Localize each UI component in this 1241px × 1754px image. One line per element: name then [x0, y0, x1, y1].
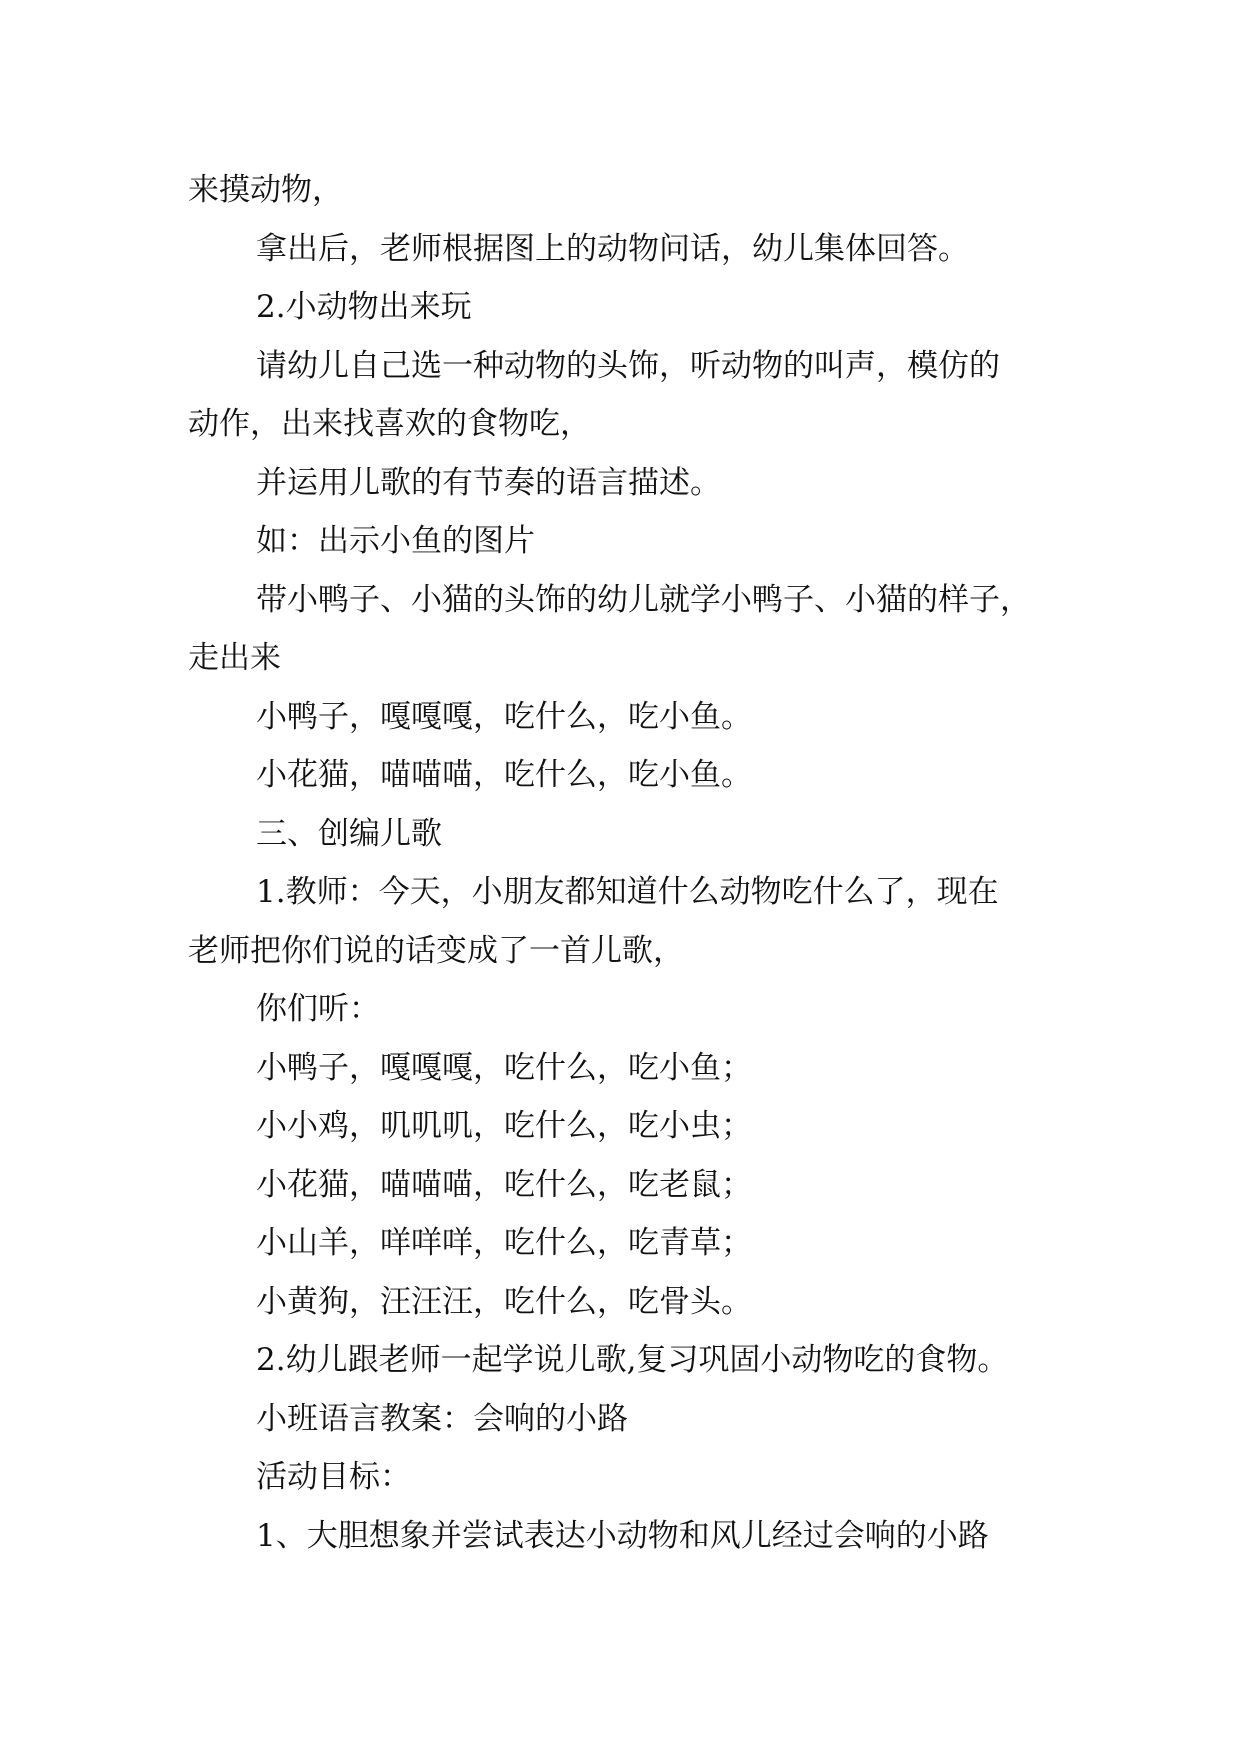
lesson-title: 小班语言教案：会响的小路 — [256, 1400, 628, 1437]
text-line: 带小鸭子、小猫的头饰的幼儿就学小鸭子、小猫的样子， — [256, 581, 1031, 618]
text-line: 拿出后，老师根据图上的动物问话，幼儿集体回答。 — [256, 230, 969, 267]
text-line: 你们听： — [256, 991, 380, 1027]
text-line: 走出来 — [188, 640, 281, 676]
text-line: 并运用儿歌的有节奏的语言描述。 — [256, 464, 721, 501]
text-line: 动作，出来找喜欢的食物吃， — [188, 406, 591, 442]
rhyme-line: 小黄狗，汪汪汪，吃什么，吃骨头。 — [256, 1283, 752, 1320]
text-line: 请幼儿自己选一种动物的头饰，听动物的叫声，模仿的 — [256, 347, 1000, 384]
section-heading: 活动目标： — [256, 1459, 411, 1495]
text-line: 1、大胆想象并尝试表达小动物和风儿经过会响的小路 — [256, 1517, 989, 1554]
text-line: 如：出示小鱼的图片 — [256, 523, 535, 559]
text-line: 老师把你们说的话变成了一首儿歌， — [188, 932, 684, 969]
text-line: 小花猫，喵喵喵，吃什么，吃小鱼。 — [256, 757, 752, 793]
section-heading: 三、创编儿歌 — [256, 815, 442, 852]
text-line: 2.小动物出来玩 — [256, 289, 472, 325]
rhyme-line: 小鸭子，嘎嘎嘎，吃什么，吃小鱼； — [256, 1049, 752, 1086]
text-line: 2.幼儿跟老师一起学说儿歌,复习巩固小动物吃的食物。 — [256, 1342, 1009, 1378]
text-line: 来摸动物， — [188, 172, 343, 208]
rhyme-line: 小花猫，喵喵喵，吃什么，吃老鼠； — [256, 1166, 752, 1203]
rhyme-line: 小小鸡，叽叽叽，吃什么，吃小虫； — [256, 1108, 752, 1144]
document-body — [188, 161, 1068, 1565]
rhyme-line: 小山羊，咩咩咩，吃什么，吃青草； — [256, 1225, 752, 1261]
text-line: 小鸭子，嘎嘎嘎，吃什么，吃小鱼。 — [256, 698, 752, 735]
text-line: 1.教师：今天，小朋友都知道什么动物吃什么了，现在 — [256, 874, 999, 910]
